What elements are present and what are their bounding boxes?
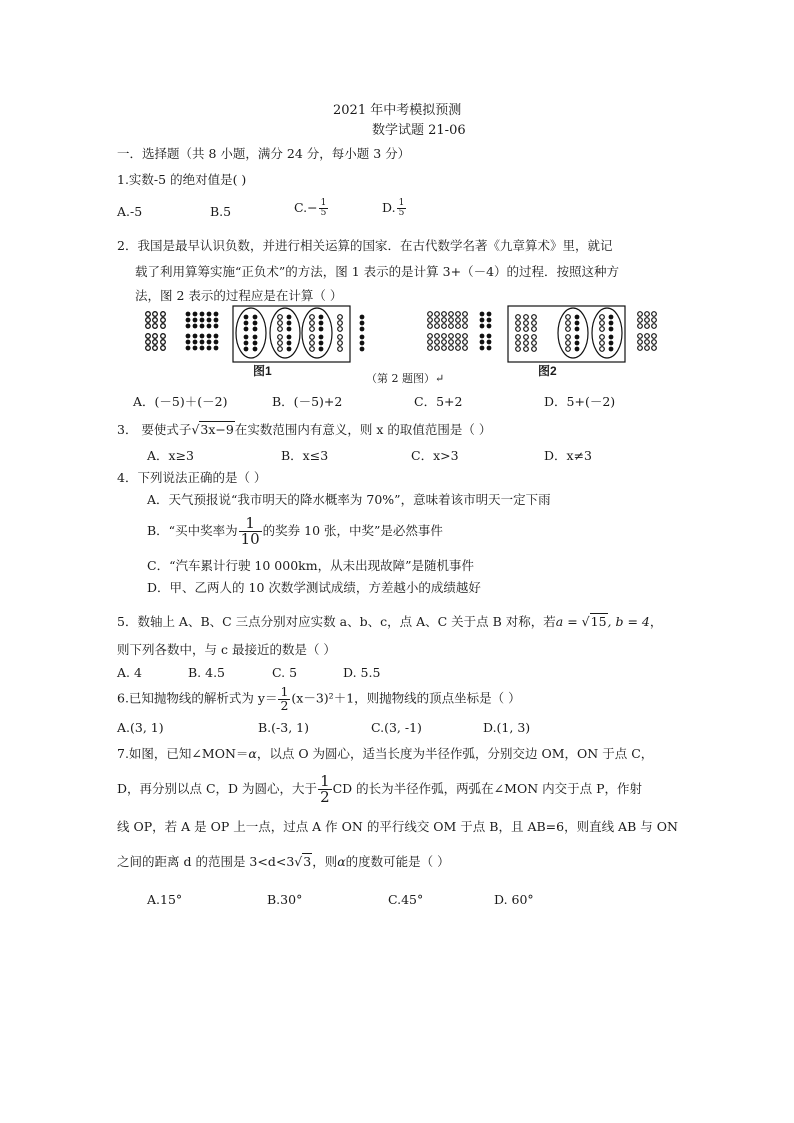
variable-a: a [555,614,564,629]
option-a: A．x≥3 [147,448,195,463]
equals-sign: = [563,614,582,629]
fraction-denominator: 2 [280,697,289,713]
fraction [397,199,407,218]
option-c: C．5+2 [414,394,463,409]
alpha-symbol: α [248,746,257,761]
square-root: √3x−9 [191,422,234,437]
question-stem-line-1: 2．我国是最早认识负数，并进行相关运算的国家．在古代数学名著《九章算术》里，就记 [117,238,613,253]
option-b: B. 4.5 [188,665,226,680]
fraction [318,774,332,805]
question-stem-line-2: 则下列各数中，与 c 最接近的数是（ ） [117,642,336,657]
option-d: D. 60° [494,892,534,907]
stem-end: ， [649,614,663,629]
option-c-label: C.− [294,200,318,215]
question-stem [117,424,491,437]
option-d: D．5+(－2) [544,394,616,409]
fraction-denominator: 5 [398,208,405,218]
figure-2-label: 图2 [538,364,557,378]
fraction [319,199,329,218]
alpha-symbol: α [337,854,346,869]
option-d: D.(1, 3) [483,720,531,735]
option-c: C.(3, -1) [371,720,422,735]
radicand: 3 [303,854,312,869]
stem-suffix: ，以点 O 为圆心，适当长度为半径作弧，分别交边 OM，ON 于点 C， [256,746,654,761]
exam-subtitle: 数学试题 21-06 [372,123,466,138]
stem-prefix: 3． 要使式子 [117,422,192,437]
option-b: B．(－5)+2 [272,394,343,409]
stem-prefix: 6.已知抛物线的解析式为 y＝ [117,690,278,706]
option-d [382,199,407,218]
square-root: √3 [294,854,312,869]
fraction-numerator: 1 [398,198,405,208]
stem-prefix: 7.如图，已知∠MON＝ [117,746,249,761]
stem-mid: ，则 [312,854,338,869]
option-c: C．“汽车累计行驶 10 000km，从未出现故障”是随机事件 [147,558,474,573]
question-stem: 4．下列说法正确的是（ ） [117,470,267,485]
option-d: D．x≠3 [544,448,592,463]
fraction [278,686,290,712]
fraction-denominator: 5 [320,208,327,218]
root-coefficient: 3 [286,854,295,869]
question-stem-line-3: 法，图 2 表示的过程应是在计算（ ） [135,288,343,303]
fraction-numerator: 1 [280,684,289,699]
stem-suffix: (x－3)²＋1，则抛物线的顶点坐标是（ ） [291,690,521,706]
question-stem-line-1 [117,616,662,629]
option-c [294,199,329,218]
rod-group-solid [186,312,219,351]
fraction [239,516,262,547]
option-b: B.5 [210,204,232,219]
question-stem-line-4 [117,856,450,869]
option-a: A.15° [147,892,183,907]
exam-title: 2021 年中考模拟预测 [333,103,462,118]
option-d-label: D. [382,200,396,215]
option-b: B．x≤3 [281,448,329,463]
stem-suffix: 的度数可能是（ ） [345,854,450,869]
square-root: √15 [581,614,607,629]
stem-suffix: CD 的长为半径作弧，两弧在∠MON 内交于点 P，作射 [332,781,642,796]
option-c: C. 5 [272,665,298,680]
section-heading: 一．选择题（共 8 小题，满分 24 分，每小题 3 分） [117,146,411,161]
stem-suffix: 在实数范围内有意义，则 x 的取值范围是（ ） [234,422,492,437]
figure-1-label: 图1 [253,364,272,378]
b-value: , b = 4 [607,614,650,629]
question-stem-line-1 [117,748,653,761]
option-b-prefix: B．“买中奖率为 [147,523,238,538]
fraction-denominator: 10 [240,530,260,548]
option-b-suffix: 的奖券 10 张，中奖”是必然事件 [262,523,443,538]
question-stem-line-3: 线 OP，若 A 是 OP 上一点，过点 A 作 ON 的平行线交 OM 于点 B，且 AB=6，则直线 AB 与 ON [117,819,678,834]
option-b: B.(-3, 1) [258,720,309,735]
option-b: B.30° [267,892,303,907]
figure-caption: （第 2 题图）↵ [366,372,445,385]
question-stem-line-2: 载了利用算筹实施“正负术”的方法，图 1 表示的是计算 3+（－4）的过程．按照这种方 [135,264,620,279]
question-stem-line-2 [117,774,642,805]
rod-group [146,312,166,351]
stem-prefix: D，再分别以点 C，D 为圆心，大于 [117,781,318,796]
radicand: 15 [590,614,607,629]
question-stem [117,686,521,712]
radicand: 3x−9 [200,422,234,437]
option-a: A．(－5)＋(－2) [133,394,228,409]
question-stem: 1.实数-5 的绝对值是( ) [117,172,247,187]
option-d: D. 5.5 [343,665,381,680]
stem-prefix: 5．数轴上 A、B、C 三点分别对应实数 a、b、c，点 A、C 关于点 B 对称，若 [117,614,556,629]
option-a: A. 4 [117,665,142,680]
option-c: C．x>3 [411,448,459,463]
option-c: C.45° [388,892,424,907]
option-a: A.-5 [117,204,143,219]
fraction-numerator: 1 [245,514,255,532]
figure-2-counting-rods [424,303,664,369]
fraction-numerator: 1 [320,198,327,208]
option-a: A.(3, 1) [117,720,164,735]
option-a: A．天气预报说“我市明天的降水概率为 70%”，意味着该市明天一定下雨 [147,492,551,507]
option-b [147,516,443,547]
fraction-denominator: 2 [320,788,330,806]
fraction-numerator: 1 [320,772,330,790]
option-d: D．甲、乙两人的 10 次数学测试成绩，方差越小的成绩越好 [147,580,481,595]
stem-prefix: 之间的距离 d 的范围是 3<d< [117,854,287,869]
figure-1-counting-rods [140,303,370,369]
